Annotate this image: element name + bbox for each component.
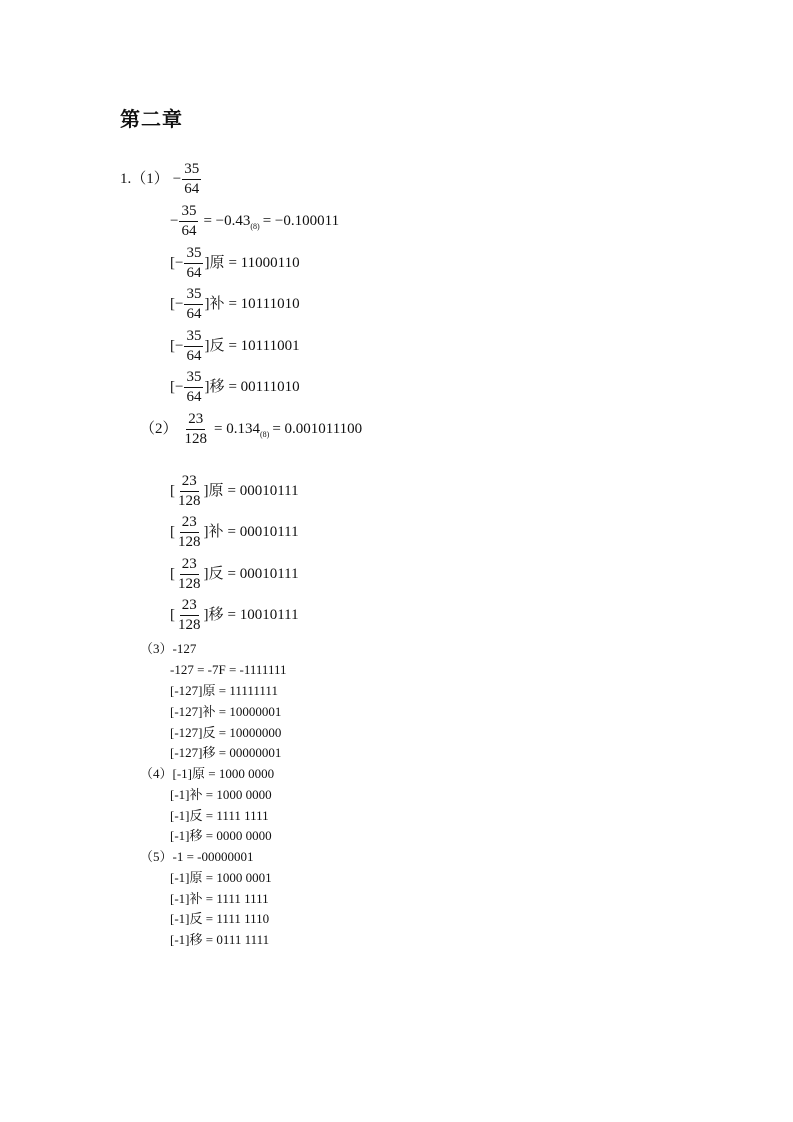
code-value: = 00010111 (227, 566, 299, 582)
code-label: ]原 (204, 255, 225, 271)
problem-3-label: （3）-127 (140, 641, 197, 656)
denominator: 64 (186, 306, 202, 322)
code-label: ]反 (203, 566, 224, 582)
problem-1-code-line (170, 246, 300, 281)
problem-2-header (140, 412, 362, 447)
problem-1-label: 1.（1） (120, 171, 169, 187)
problem-1-header (120, 162, 202, 197)
problem-4-line: [-1]反 = 1111 1111 (170, 808, 269, 823)
numerator: 23 (186, 412, 205, 430)
binary-value: = −0.100011 (262, 213, 340, 229)
binary-value: = 0.001011100 (272, 421, 363, 437)
bracket-open: [− (170, 338, 184, 354)
problem-5-line: [-1]原 = 1000 0001 (170, 870, 272, 885)
fraction (176, 515, 203, 550)
problem-2-label: （2） (140, 421, 178, 437)
denominator: 128 (178, 617, 201, 633)
minus-sign: − (172, 171, 182, 187)
code-value: = 00010111 (227, 524, 299, 540)
minus-sign: − (170, 213, 179, 229)
bracket-open: [− (170, 379, 184, 395)
denominator: 128 (178, 576, 201, 592)
problem-5-line: [-1]补 = 1111 1111 (170, 891, 269, 906)
numerator: 23 (180, 474, 199, 492)
code-value: = 00111010 (228, 379, 300, 395)
denominator: 128 (178, 534, 201, 550)
fraction (184, 246, 203, 281)
problem-5-line: [-1]反 = 1111 1110 (170, 911, 270, 926)
bracket-open: [− (170, 296, 184, 312)
fraction (182, 162, 201, 197)
fraction (184, 370, 203, 405)
numerator: 35 (184, 246, 203, 264)
numerator: 23 (180, 598, 199, 616)
fraction (176, 598, 203, 633)
fraction (179, 204, 198, 239)
problem-1-equation (170, 204, 339, 239)
problem-2-code-line (170, 515, 299, 550)
fraction (183, 412, 210, 447)
fraction (184, 287, 203, 322)
problem-2-code-line (170, 474, 299, 509)
numerator: 23 (180, 515, 199, 533)
problem-3-line: [-127]反 = 10000000 (170, 725, 282, 740)
problem-4-label: （4）[-1]原 = 1000 0000 (140, 766, 275, 781)
bracket-open: [− (170, 255, 184, 271)
code-label: ]补 (203, 524, 224, 540)
bracket-open: [ (170, 607, 175, 623)
numerator: 35 (179, 204, 198, 222)
problem-1-code-line (170, 287, 300, 322)
code-label: ]补 (204, 296, 225, 312)
fraction (176, 474, 203, 509)
numerator: 23 (180, 557, 199, 575)
code-label: ]原 (203, 483, 224, 499)
denominator: 64 (186, 265, 202, 281)
octal-value: = 0.134 (214, 421, 260, 437)
code-value: = 10111010 (228, 296, 300, 312)
numerator: 35 (182, 162, 201, 180)
code-value: = 00010111 (227, 483, 299, 499)
base-subscript: (8) (259, 429, 270, 439)
code-value: = 10111001 (228, 338, 300, 354)
problem-1-code-line (170, 329, 300, 364)
numerator: 35 (184, 287, 203, 305)
fraction (176, 557, 203, 592)
bracket-open: [ (170, 524, 175, 540)
denominator: 64 (184, 181, 200, 197)
denominator: 64 (181, 223, 197, 239)
problem-1-code-line (170, 370, 300, 405)
code-label: ]反 (204, 338, 225, 354)
problem-5-label: （5）-1 = -00000001 (140, 849, 254, 864)
problem-3-line: [-127]移 = 00000001 (170, 745, 282, 760)
code-label: ]移 (203, 607, 224, 623)
bracket-open: [ (170, 566, 175, 582)
base-subscript: (8) (250, 221, 260, 231)
denominator: 64 (186, 389, 202, 405)
chapter-title: 第二章 (120, 107, 183, 131)
bracket-open: [ (170, 483, 175, 499)
problem-4-line: [-1]补 = 1000 0000 (170, 787, 272, 802)
problem-3-line: [-127]补 = 10000001 (170, 704, 282, 719)
problem-2-code-line (170, 598, 299, 633)
denominator: 128 (184, 431, 208, 447)
code-label: ]移 (204, 379, 225, 395)
denominator: 64 (186, 348, 202, 364)
octal-value: = −0.43 (203, 213, 251, 229)
problem-4-line: [-1]移 = 0000 0000 (170, 828, 272, 843)
fraction (184, 329, 203, 364)
numerator: 35 (184, 370, 203, 388)
numerator: 35 (184, 329, 203, 347)
code-value: = 10010111 (227, 607, 299, 623)
code-value: = 11000110 (228, 255, 300, 271)
problem-3-line: -127 = -7F = -1111111 (170, 662, 287, 677)
problem-3-line: [-127]原 = 11111111 (170, 683, 278, 698)
denominator: 128 (178, 493, 201, 509)
problem-2-code-line (170, 557, 299, 592)
problem-5-line: [-1]移 = 0111 1111 (170, 932, 270, 947)
